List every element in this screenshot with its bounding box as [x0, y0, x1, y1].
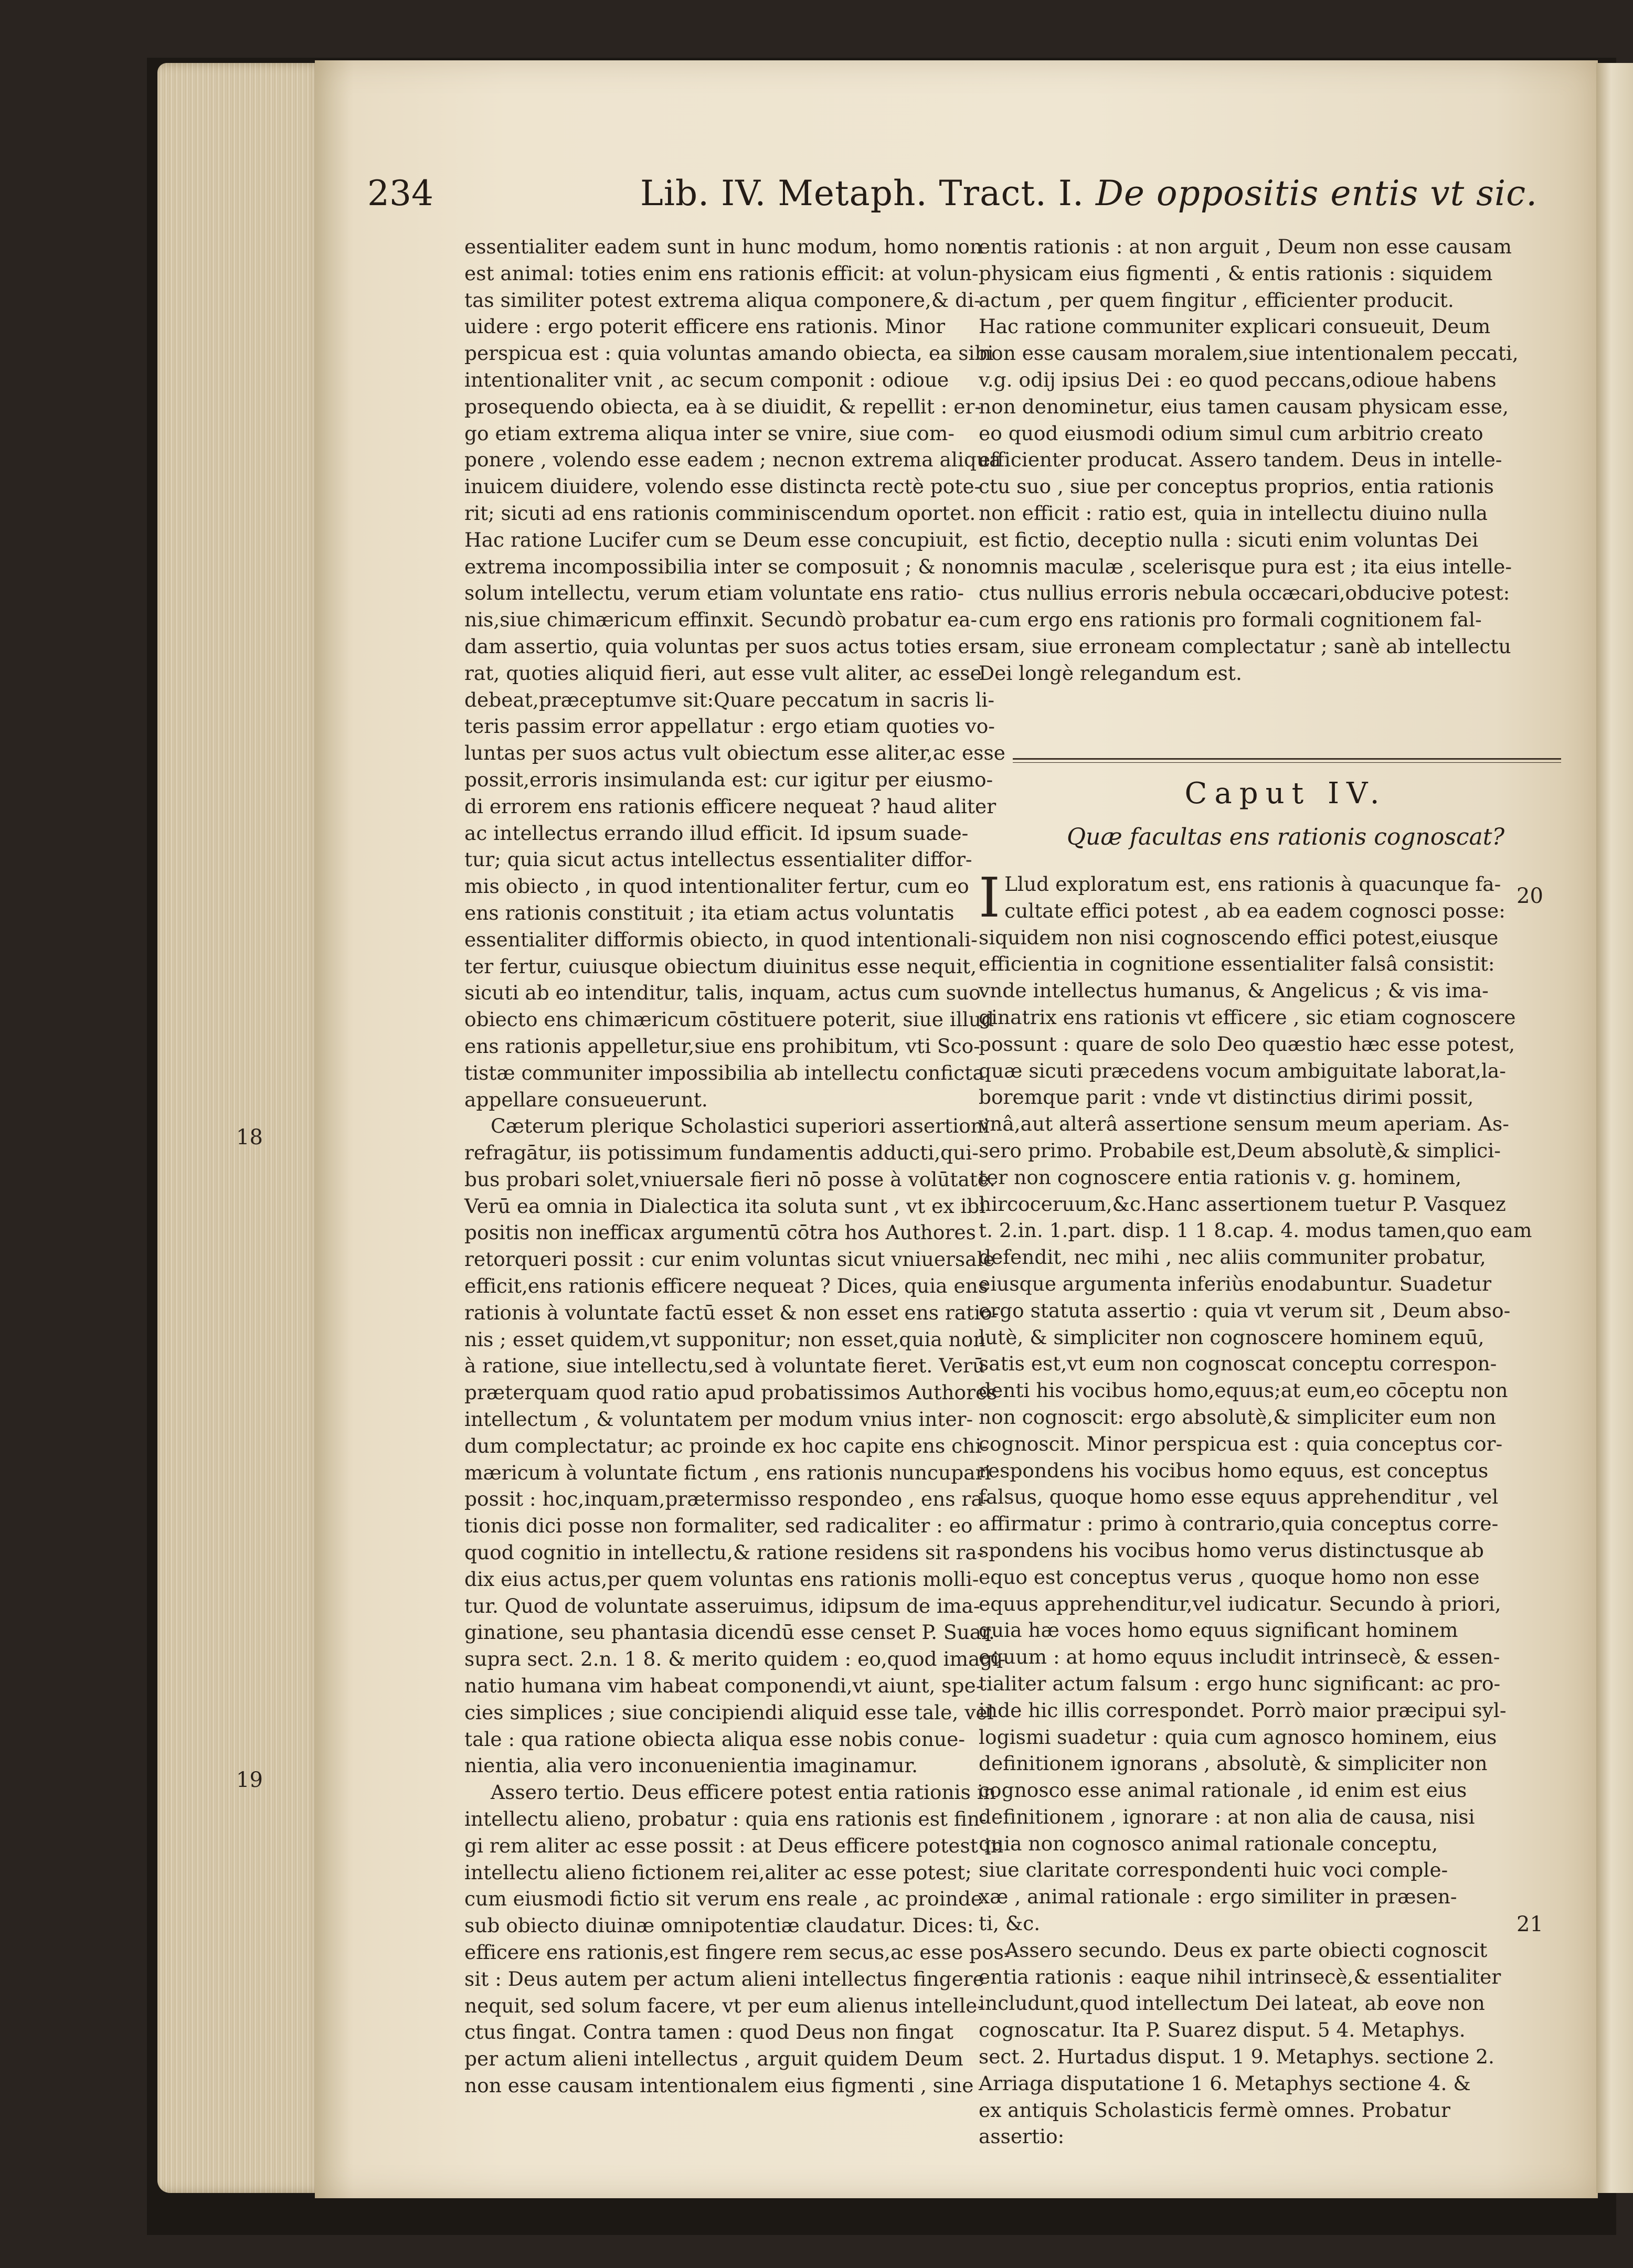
text-line: equum : at homo equus includit intrinsecè, & essen-	[979, 1645, 1500, 1669]
text-line: sicuti ab eo intenditur, talis, inquam, actus cum suo	[464, 981, 981, 1005]
text-line: mæricum à voluntate fictum , ens rationis nuncupari	[464, 1461, 991, 1484]
page-number: 234	[367, 173, 433, 214]
text-line: respondens his vocibus homo equus, est conceptus	[979, 1458, 1489, 1482]
text-line: ter non cognoscere entia rationis v. g. hominem,	[979, 1165, 1462, 1189]
text-line: per actum alieni intellectus , arguit quidem Deum	[464, 2047, 963, 2071]
text-line: est animal: toties enim ens rationis efficit: at volun-	[464, 261, 979, 285]
text-line: uidere : ergo poterit efficere ens rationis. Minor	[464, 315, 946, 338]
text-line: sero primo. Probabile est,Deum absolutè,& simplici-	[979, 1138, 1501, 1162]
text-line: eiusque argumenta inferiùs enodabuntur. Suadetur	[979, 1272, 1491, 1295]
text-line: ac intellectus errando illud efficit. Id ipsum suade-	[464, 821, 969, 845]
text-line: assertio:	[979, 2125, 1065, 2148]
text-line: non denominetur, eius tamen causam physicam esse,	[979, 395, 1509, 418]
text-line: possit,erroris insimulanda est: cur igitur per eiusmo-	[464, 768, 993, 791]
text-line: entis rationis : at non arguit , Deum non esse causam	[979, 235, 1512, 258]
text-line: t. 2.in. 1.part. disp. 1 1 8.cap. 4. modus tamen,quo eam	[979, 1219, 1532, 1242]
text-line: debeat,præceptumve sit:Quare peccatum in sacris li-	[464, 688, 995, 711]
running-title	[640, 173, 1537, 214]
text-line: Verū ea omnia in Dialectica ita soluta sunt , vt ex ibi	[464, 1194, 986, 1218]
running-title-book: Lib. IV. Metaph. Tract. I.	[640, 173, 1084, 214]
text-line: equo est conceptus verus , quoque homo non esse	[979, 1565, 1480, 1589]
text-line: ens rationis appelletur,siue ens prohibitum, vti Sco-	[464, 1034, 980, 1058]
text-line: intentionaliter vnit , ac secum componit : odioue	[464, 368, 949, 391]
text-line: v.g. odij ipsius Dei : eo quod peccans,odioue habens	[979, 368, 1497, 391]
text-line: tas similiter potest extrema aliqua componere,& di-	[464, 288, 981, 312]
text-line: defendit, nec mihi , nec aliis communiter probatur,	[979, 1245, 1486, 1269]
book-page	[236, 60, 1598, 2198]
text-line: tistæ communiter impossibilia ab intellectu conficta	[464, 1061, 984, 1084]
text-line: efficit,ens rationis efficere nequeat ? Dices, quia ens	[464, 1274, 989, 1298]
margin-number-18: 18	[236, 1125, 263, 1149]
text-line: ctu suo , siue per conceptus proprios, entia rationis	[979, 475, 1494, 498]
text-line: definitionem , ignorare : at non alia de causa, nisi	[979, 1805, 1475, 1828]
text-line: essentialiter difformis obiecto, in quod intentionali-	[464, 928, 978, 951]
text-line: nis,siue chimæricum effinxit. Secundò probatur ea-	[464, 608, 978, 632]
text-line: gi rem aliter ac esse possit : at Deus efficere potest in	[464, 1834, 1003, 1857]
text-line: nequit, sed solum facere, vt per eum alienus intelle-	[464, 1994, 984, 2017]
text-line: refragātur, iis potissimum fundamentis adducti,qui-	[464, 1141, 979, 1165]
text-line: boremque parit : vnde vt distinctius dirimi possit,	[979, 1085, 1474, 1109]
right-column-bottom	[979, 866, 1593, 2150]
text-line: cultate effici potest , ab ea eadem cognosci posse:	[1004, 899, 1505, 922]
text-line: equus apprehenditur,vel iudicatur. Secundo à priori,	[979, 1592, 1501, 1615]
text-line: hircoceruum,&c.Hanc assertionem tuetur P. Vasquez	[979, 1192, 1506, 1216]
text-line: ctus nullius erroris nebula occæcari,obducive potest:	[979, 581, 1510, 605]
text-line: tur. Quod de voluntate asseruimus, idipsum de ima-	[464, 1594, 980, 1617]
margin-number-19: 19	[236, 1768, 263, 1792]
text-line: includunt,quod intellectum Dei lateat, ab eove non	[979, 1992, 1485, 2015]
text-line: tialiter actum falsum : ergo hunc significant: ac pro-	[979, 1671, 1501, 1695]
drop-cap: I	[979, 866, 1001, 930]
text-line: bus probari solet,vniuersale fieri nō posse à volūtate.	[464, 1167, 996, 1191]
text-line: quia non cognosco animal rationale conceptu,	[979, 1832, 1438, 1855]
text-line: efficientia in cognitione essentialiter falsâ consistit:	[979, 952, 1495, 976]
margin-number-20: 20	[1517, 884, 1543, 908]
text-line: positis non inefficax argumentū cōtra hos Authores	[464, 1221, 976, 1244]
text-line: essentialiter eadem sunt in hunc modum, homo non	[464, 235, 983, 258]
text-line: efficere ens rationis,est fingere rem secus,ac esse pos-	[464, 1941, 1011, 1964]
next-page-edge	[1596, 63, 1633, 2193]
text-line: inde hic illis correspondet. Porrò maior præcipui syl-	[979, 1698, 1507, 1722]
text-line: vnde intellectus humanus, & Angelicus ; & vis ima-	[979, 979, 1489, 1003]
text-line: denti his vocibus homo,equus;at eum,eo cōceptu non	[979, 1379, 1508, 1402]
text-line: nis ; esset quidem,vt supponitur; non esset,quia non	[464, 1327, 986, 1351]
text-line: cum eiusmodi fictio sit verum ens reale , ac proinde	[464, 1887, 983, 1911]
text-line: siquidem non nisi cognoscendo effici potest,eiusque	[979, 925, 1499, 949]
text-line: ginatrix ens rationis vt efficere , sic etiam cognoscere	[979, 1005, 1516, 1029]
text-line: obiecto ens chimæricum cōstituere poterit, siue illud	[464, 1008, 994, 1031]
text-line: ponere , volendo esse eadem ; necnon extrema aliqua	[464, 448, 1001, 472]
text-line: rit; sicuti ad ens rationis comminiscendum oportet.	[464, 501, 976, 525]
text-line: tur; quia sicut actus intellectus essentialiter diffor-	[464, 848, 972, 871]
text-line: efficienter producat. Assero tandem. Deus in intelle-	[979, 448, 1502, 472]
text-line: Dei longè relegandum est.	[979, 661, 1242, 685]
text-line: siue claritate correspondenti huic voci comple-	[979, 1858, 1448, 1882]
text-line: possunt : quare de solo Deo quæstio hæc esse potest,	[979, 1032, 1515, 1056]
text-line: tale : qua ratione obiecta aliqua esse nobis conue-	[464, 1727, 966, 1751]
text-line: cognosco esse animal rationale , id enim est eius	[979, 1779, 1467, 1802]
text-line: Arriaga disputatione 1 6. Metaphys sectione 4. &	[979, 2071, 1471, 2095]
right-column-top	[979, 233, 1593, 687]
text-line: Hac ratione Lucifer cum se Deum esse concupiuit,	[464, 528, 969, 551]
text-line: lutè, & simpliciter non cognoscere hominem equū,	[979, 1325, 1484, 1349]
text-line: natio humana vim habeat componendi,vt aiunt, spe-	[464, 1674, 983, 1698]
text-line: extrema incompossibilia inter se composuit ; & non	[464, 555, 979, 578]
text-line: sit : Deus autem per actum alieni intellectus fingere	[464, 1967, 984, 1990]
text-line: Llud exploratum est, ens rationis à quacunque fa-	[1004, 872, 1501, 896]
text-line: perspicua est : quia voluntas amando obiecta, ea sibi	[464, 342, 994, 365]
text-line: ex antiquis Scholasticis fermè omnes. Probatur	[979, 2098, 1450, 2122]
running-title-topic: De oppositis entis vt sic.	[1095, 173, 1538, 214]
text-line: eo quod eiusmodi odium simul cum arbitrio creato	[979, 421, 1483, 445]
text-line: intellectu alieno fictionem rei,aliter ac esse potest;	[464, 1860, 972, 1884]
chapter-heading: Caput IV.	[1184, 776, 1387, 811]
text-line: logismi suadetur : quia cum agnosco hominem, eius	[979, 1725, 1497, 1749]
text-line: rationis à voluntate factū esset & non esset ens ratio-	[464, 1301, 999, 1324]
text-line: cies simplices ; siue concipiendi aliquid esse tale, vel	[464, 1700, 994, 1724]
text-line: dam assertio, quia voluntas per suos actus toties er-	[464, 634, 986, 658]
text-line: ctus fingat. Contra tamen : quod Deus non fingat	[464, 2020, 953, 2044]
chapter-rule	[1013, 758, 1561, 763]
text-line: ginatione, seu phantasia dicendū esse censet P. Suar.	[464, 1621, 995, 1644]
text-line: ens rationis constituit ; ita etiam actus voluntatis	[464, 901, 955, 924]
running-header	[367, 173, 1548, 226]
text-line: possit : hoc,inquam,prætermisso respondeo , ens ra-	[464, 1487, 990, 1511]
text-line: omnis maculæ , scelerisque pura est ; ita eius intelle-	[979, 555, 1512, 578]
text-line: retorqueri possit : cur enim voluntas sicut vniuersale	[464, 1248, 995, 1271]
text-line: ergo statuta assertio : quia vt verum sit , Deum abso-	[979, 1298, 1511, 1322]
text-line: affirmatur : primo à contrario,quia conceptus corre-	[979, 1512, 1499, 1536]
margin-number-21: 21	[1517, 1912, 1543, 1936]
text-line: di errorem ens rationis efficere nequeat ? haud aliter	[464, 794, 996, 818]
text-line: cum ergo ens rationis pro formali cognitionem fal-	[979, 608, 1482, 632]
text-line: luntas per suos actus vult obiectum esse aliter,ac esse	[464, 741, 1005, 765]
text-line: ti, &c.	[979, 1912, 1041, 1935]
text-line: actum , per quem fingitur , efficienter producit.	[979, 288, 1454, 312]
text-line: nientia, alia vero inconuenientia imaginamur.	[464, 1754, 918, 1777]
text-line: Assero tertio. Deus efficere potest entia rationis in	[491, 1781, 996, 1804]
text-line: appellare consueuerunt.	[464, 1088, 708, 1111]
text-line: sect. 2. Hurtadus disput. 1 9. Metaphys. sectione 2.	[979, 2045, 1494, 2069]
text-line: præterquam quod ratio apud probatissimos Authores	[464, 1381, 998, 1404]
text-line: Cæterum plerique Scholastici superiori assertioni	[491, 1114, 990, 1138]
text-line: quæ sicuti præcedens vocum ambiguitate laborat,la-	[979, 1059, 1506, 1082]
text-line: mis obiecto , in quod intentionaliter fertur, cum eo	[464, 875, 969, 898]
text-line: vnâ,aut alterâ assertione sensum meum aperiam. As-	[979, 1112, 1509, 1136]
text-line: tionis dici posse non formaliter, sed radicaliter : eo	[464, 1514, 973, 1538]
text-line: physicam eius figmenti , & entis rationis : siquidem	[979, 261, 1493, 285]
text-line: quia hæ voces homo equus significant hominem	[979, 1619, 1458, 1642]
text-line: Hac ratione communiter explicari consueuit, Deum	[979, 315, 1491, 338]
text-line: intellectum , & voluntatem per modum vnius inter-	[464, 1408, 973, 1431]
text-line: sub obiecto diuinæ omnipotentiæ claudatur. Dices:	[464, 1914, 974, 1937]
text-line: solum intellectu, verum etiam voluntate ens ratio-	[464, 581, 964, 605]
text-line: xæ , animal rationale : ergo similiter in præsen-	[979, 1885, 1457, 1909]
text-line: ter fertur, cuiusque obiectum diuinitus esse nequit,	[464, 954, 977, 978]
text-line: dix eius actus,per quem voluntas ens rationis molli-	[464, 1567, 979, 1591]
text-line: à ratione, siue intellectu,sed à voluntate fieret. Verū	[464, 1354, 985, 1378]
text-line: est fictio, deceptio nulla : sicuti enim voluntas Dei	[979, 528, 1479, 551]
text-line: cognoscatur. Ita P. Suarez disput. 5 4. Metaphys.	[979, 2018, 1466, 2042]
text-line: definitionem ignorans , absolutè, & simpliciter non	[979, 1752, 1488, 1775]
text-line: inuicem diuidere, volendo esse distincta rectè pote-	[464, 475, 981, 498]
left-column	[464, 233, 1068, 2099]
text-line: entia rationis : eaque nihil intrinsecè,& essentialiter	[979, 1965, 1501, 1988]
text-line: non esse causam intentionalem eius figmenti , sine	[464, 2073, 974, 2097]
text-line: cognoscit. Minor perspicua est : quia conceptus cor-	[979, 1432, 1503, 1455]
text-line: non esse causam moralem,siue intentionalem peccati,	[979, 342, 1519, 365]
text-line: quod cognitio in intellectu,& ratione residens sit ra-	[464, 1541, 984, 1564]
text-line: prosequendo obiecta, ea à se diuidit, & repellit : er-	[464, 395, 982, 418]
text-line: non efficit : ratio est, quia in intellectu diuino nulla	[979, 501, 1488, 525]
text-line: supra sect. 2.n. 1 8. & merito quidem : eo,quod imagi-	[464, 1647, 1006, 1671]
text-line: go etiam extrema aliqua inter se vnire, siue com-	[464, 421, 955, 445]
text-line: sam, siue erroneam complectatur ; sanè ab intellectu	[979, 634, 1511, 658]
text-line: Assero secundo. Deus ex parte obiecti cognoscit	[1005, 1938, 1488, 1962]
text-line: rat, quoties aliquid fieri, aut esse vult aliter, ac esse	[464, 661, 982, 685]
text-line: falsus, quoque homo esse equus apprehenditur , vel	[979, 1485, 1499, 1509]
text-line: non cognoscit: ergo absolutè,& simpliciter eum non	[979, 1405, 1497, 1429]
text-line: dum complectatur; ac proinde ex hoc capite ens chi-	[464, 1434, 988, 1457]
chapter-subtitle: Quæ facultas ens rationis cognoscat?	[1066, 824, 1505, 850]
text-line: spondens his vocibus homo verus distinctusque ab	[979, 1538, 1484, 1562]
text-line: intellectu alieno, probatur : quia ens rationis est fin-	[464, 1807, 987, 1831]
text-line: teris passim error appellatur : ergo etiam quoties vo-	[464, 715, 995, 738]
text-line: satis est,vt eum non cognoscat conceptu correspon-	[979, 1352, 1497, 1376]
